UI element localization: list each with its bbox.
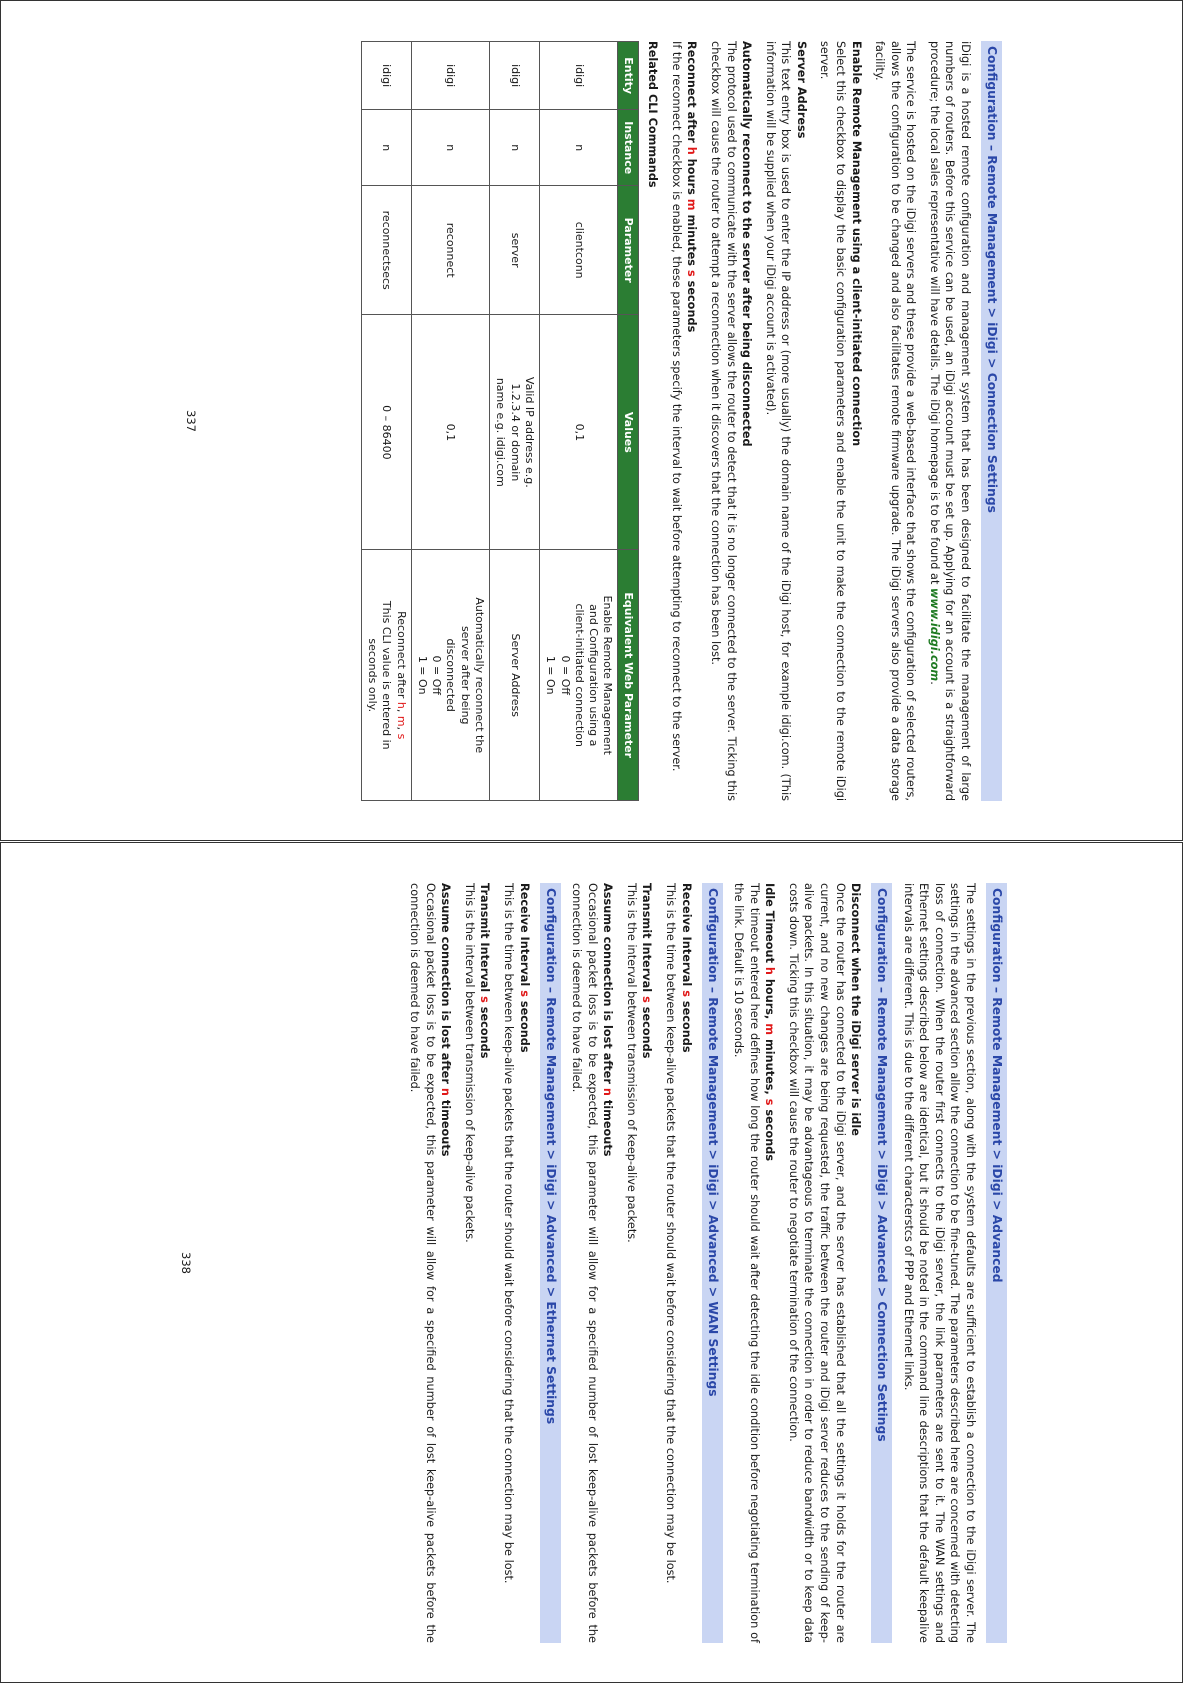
idle-timeout-text: The timeout entered here defines how long the router should wait after detecting the idle condition before negotiating termination of the link. Default is 10 seconds. [731, 882, 761, 1643]
cell-instance: n [411, 109, 489, 185]
cell-values [489, 314, 539, 549]
disconnect-idle-text: Once the router has connected to the iDigi server, and the server has established that all the settings it holds for the router are current, and no new changes are being requested, the traffic between the router and iDigi server reduces to the sending of keep-alive packets. In this situation, it may be advantageous to terminate the connection in order to reduce bandwidth or to keep data costs down. Ticking this checkbox will cause the router to negotiate termination of the connection. [786, 882, 847, 1643]
title-part: Receive Interval [679, 882, 693, 990]
intro-end: . [927, 680, 941, 685]
title-part: Receive Interval [517, 882, 531, 990]
page-number: 337 [183, 409, 198, 432]
column-header-parameter: Parameter [617, 185, 637, 314]
count-variable: n [600, 1087, 614, 1096]
title-part: Assume connection is lost after [438, 882, 452, 1088]
auto-reconnect-title: Automatically reconnect to the server after being disconnected [739, 40, 753, 447]
column-header-instance: Instance [617, 109, 637, 185]
cell-entity: idigi [489, 41, 539, 109]
wan-assume-lost-title [599, 883, 615, 1643]
cell-instance: n [539, 109, 617, 185]
cell-line: server after being [458, 625, 472, 725]
server-address-title: Server Address [794, 40, 808, 138]
cell-values: 0,1 [539, 314, 617, 549]
seconds-variable: s [762, 1098, 776, 1105]
column-header-values: Values [617, 314, 637, 549]
title-part: minutes, [762, 1034, 776, 1099]
eth-assume-lost-text: Occasional packet loss is to be expected, this parameter will allow for a specified number of lost keep-alive packets before the connection is deemed to have failed. [407, 882, 437, 1643]
wan-transmit-interval-text: This is the interval between transmission of keep-alive packets. [624, 882, 638, 1243]
cell-line: client-initiated connection [572, 602, 586, 747]
title-part: seconds [679, 996, 693, 1053]
hours-variable: h [762, 966, 776, 975]
cell-parameter: reconnectsecs [361, 185, 411, 314]
cell-entity: idigi [361, 41, 411, 109]
minutes-variable: m [394, 715, 408, 727]
advanced-intro: The settings in the previous section, along with the system defaults are sufficient to establish a connection to the iDigi server. The settings in the advanced section allow the connection to be fine-tuned. The parameters described here are concerned with detecting loss of connection. When the router first connects to the iDigi server, the link parameters are sent to it. The WAN settings and Ethernet settings described below are identical, but it should be noted in the command line descriptions that the default keepalive intervals are different. This is due to the different characterstcs of PPP and Ethernet links. [901, 882, 977, 1643]
eth-receive-interval-title [515, 883, 531, 1643]
cell-entity: idigi [539, 41, 617, 109]
cell-line: and Configuration using a [586, 603, 600, 746]
column-header-web-parameter: Equivalent Web Parameter [617, 549, 637, 800]
cell-line: 1 = On [543, 655, 557, 695]
title-part: Assume connection is lost after [600, 882, 614, 1088]
minutes-variable: m [762, 1022, 776, 1035]
cli-commands-title: Related CLI Commands [645, 40, 659, 188]
cell-line: disconnected [443, 638, 457, 712]
cell-text: , [394, 708, 408, 716]
title-part: Transmit Interval [639, 882, 653, 996]
eth-assume-lost-title [437, 883, 453, 1643]
cell-text: Reconnect after [394, 610, 408, 702]
title-part: seconds [517, 996, 531, 1053]
seconds-variable: s [684, 269, 698, 277]
title-part: timeouts [600, 1095, 614, 1156]
cell-values: 0,1 [411, 314, 489, 549]
title-part: seconds [762, 1104, 776, 1161]
eth-transmit-interval-text: This is the interval between transmission of keep-alive packets. [462, 882, 476, 1243]
cli-commands-table [360, 41, 638, 801]
title-part: Transmit Interval [477, 882, 491, 996]
page-337-heading: Configuration – Remote Management > iDigi > Connection Settings [981, 41, 1002, 801]
seconds-variable: s [477, 995, 491, 1003]
title-part: Reconnect after [684, 40, 698, 147]
seconds-variable: s [517, 989, 531, 997]
reconnect-after-title [683, 41, 699, 801]
idle-timeout-title [761, 883, 777, 1643]
intro-paragraph-2: The service is hosted on the iDigi servers and these provide a web-based interface that shows the configuration of selected routers, allows the configuration to be changed and also facilitates remote firmware upgrade. The iDigi servers also provide a data storage facility. [872, 40, 917, 801]
cell-line: 0 = Off [558, 655, 572, 695]
auto-reconnect-text: The protocol used to communicate with the server allows the router to detect that it is no longer connected to the server. Ticking this checkbox will cause the router to attempt a reconnection when it discovers that the connection has been lost. [708, 40, 738, 801]
disconnect-idle-title: Disconnect when the iDigi server is idle [848, 882, 862, 1136]
wan-receive-interval-title [678, 883, 694, 1643]
table-row [411, 41, 489, 800]
title-part: seconds [477, 1002, 491, 1058]
cell-line: This CLI value is entered in [379, 600, 393, 750]
cell-instance: n [489, 109, 539, 185]
cell-instance: n [361, 109, 411, 185]
cell-line: Valid IP address e.g. [522, 376, 536, 488]
title-part: seconds [639, 1002, 653, 1058]
cell-web-parameter: Server Address [489, 549, 539, 800]
cell-web-parameter [361, 549, 411, 800]
table-header-row [617, 41, 637, 800]
intro-text: iDigi is a hosted remote configuration and management system that has been designed to facilitate the management of large numbers of routers. Before this service can be used, an iDigi account must be set up. Applying for an account is a straightforward procedure; the local sales representative will have details. The iDigi homepage is to be found at [927, 40, 972, 801]
seconds-variable: s [394, 733, 408, 739]
title-part: Idle Timeout [762, 882, 776, 967]
hours-variable: h [394, 701, 408, 709]
table-row [489, 41, 539, 800]
table-row [361, 41, 411, 800]
page-338-panel [0, 842, 1183, 1683]
cell-line: name e.g. idigi.com [493, 377, 507, 487]
cell-text: , [394, 726, 408, 734]
title-part: hours, [762, 974, 776, 1023]
table-row [539, 41, 617, 800]
title-part: minutes [684, 210, 698, 270]
wan-transmit-interval-title [638, 883, 654, 1643]
seconds-variable: s [679, 989, 693, 997]
cell-parameter: server [489, 185, 539, 314]
eth-receive-interval-text: This is the time between keep-alive packets that the router should wait before considering that the connection may be lost. [501, 882, 515, 1584]
eth-transmit-interval-title [476, 883, 492, 1643]
title-part: seconds [684, 276, 698, 332]
cell-line: 1.2.3.4 or domain [508, 382, 522, 481]
reconnect-after-text: If the reconnect checkbox is enabled, these parameters specify the interval to wait before attempting to reconnect to the server. [669, 40, 683, 772]
cell-parameter: clientconn [539, 185, 617, 314]
page-338 [177, 883, 1007, 1643]
wan-assume-lost-text: Occasional packet loss is to be expected, this parameter will allow for a specified number of lost keep-alive packets before the connection is deemed to have failed. [569, 882, 599, 1643]
minutes-variable: m [684, 198, 698, 211]
cell-values: 0 – 86400 [361, 314, 411, 549]
connection-settings-heading: Configuration – Remote Management > iDigi > Advanced > Connection Settings [871, 883, 892, 1643]
title-part: hours [684, 154, 698, 199]
hours-variable: h [684, 146, 698, 155]
intro-paragraph-1 [926, 41, 973, 801]
title-part: timeouts [438, 1095, 452, 1156]
ethernet-settings-heading: Configuration – Remote Management > iDigi > Advanced > Ethernet Settings [539, 883, 560, 1643]
wan-receive-interval-text: This is the time between keep-alive packets that the router should wait before considering that the connection may be lost. [663, 882, 677, 1584]
advanced-heading: Configuration – Remote Management > iDigi > Advanced [986, 883, 1007, 1643]
page-337-panel [0, 0, 1183, 841]
cell-line: Automatically reconnect the [472, 596, 486, 753]
server-address-text: This text entry box is used to enter the IP address or (more usually) the domain name of the iDigi host, for example idigi.com. (This information will be supplied when your iDigi account is activated). [763, 40, 792, 801]
idigi-homepage-link[interactable]: www.idigi.com [927, 587, 941, 681]
cell-entity: idigi [411, 41, 489, 109]
column-header-entity: Entity [617, 41, 637, 109]
count-variable: n [438, 1087, 452, 1096]
cell-line: 1 = On [415, 655, 429, 695]
cell-web-parameter [411, 549, 489, 800]
cell-line [393, 554, 407, 796]
page-337 [182, 41, 1002, 801]
enable-remote-title: Enable Remote Management using a client-initiated connection [849, 40, 863, 446]
cell-web-parameter [539, 549, 617, 800]
page-number: 338 [178, 1251, 193, 1274]
cell-line: Enable Remote Management [600, 595, 614, 755]
cell-line: 0 = Off [429, 655, 443, 695]
enable-remote-text: Select this checkbox to display the basic configuration parameters and enable the unit to make the connection to the remote iDigi server. [817, 40, 847, 801]
seconds-variable: s [639, 995, 653, 1003]
wan-settings-heading: Configuration – Remote Management > iDigi > Advanced > WAN Settings [701, 883, 722, 1643]
cell-line: seconds only. [365, 637, 379, 712]
cell-parameter: reconnect [411, 185, 489, 314]
